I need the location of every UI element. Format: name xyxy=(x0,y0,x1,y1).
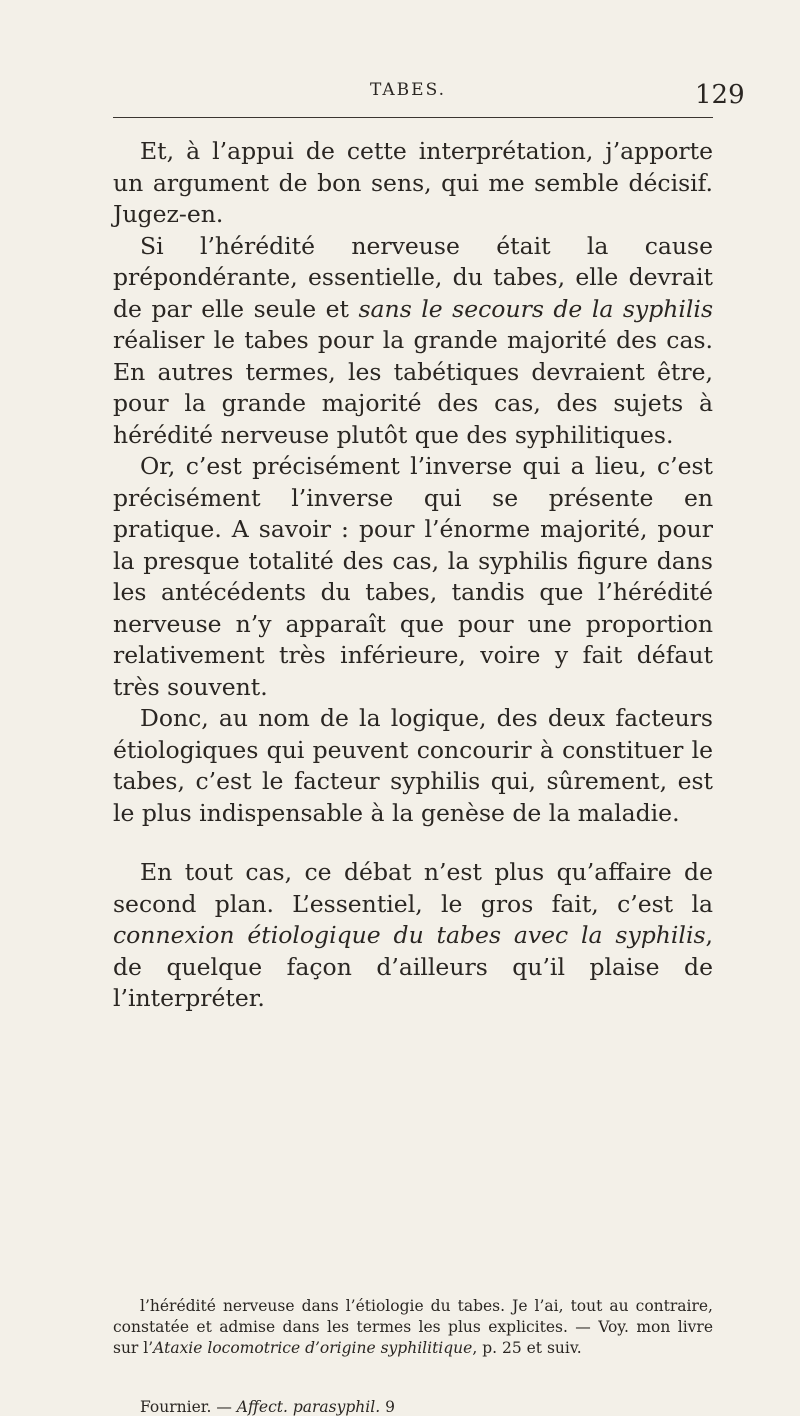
body-text xyxy=(113,136,713,1015)
paragraph xyxy=(113,231,713,452)
signature-line: Fournier. — Affect. parasyphil. 9 xyxy=(140,1398,395,1416)
paragraph xyxy=(113,703,713,829)
signature-mark: 9 xyxy=(385,1398,395,1416)
running-head: TABES. xyxy=(370,80,447,100)
text-run: Si l’hérédité nerveuse était la cause prépondérante, essentielle, du tabes, elle devrait de par elle seule et xyxy=(113,231,713,323)
footnote xyxy=(113,1296,713,1359)
text-run: réaliser le tabes pour la grande majorité des cas. En autres termes, les tabétiques devraient être, pour la grande majorité des cas, des sujets à hérédité nerveuse plutôt que des syphilitiques. xyxy=(113,326,713,449)
italic-run: connexion étiologique du tabes avec la syphilis xyxy=(113,921,706,949)
text-run: , p. 25 et suiv. xyxy=(472,1339,582,1357)
header-rule xyxy=(113,117,713,118)
text-run: l’hérédité nerveuse dans l’étiologie du tabes. Je l’ai, tout au contraire, constatée et admise dans les termes les plus explicites. — Voy. mon livre sur l’ xyxy=(113,1297,713,1357)
italic-run: Ataxie locomotrice d’origine syphilitique xyxy=(153,1339,473,1357)
text-run: Et, à l’appui de cette interprétation, j’apporte un argument de bon sens, qui me semble décisif. Jugez-en. xyxy=(113,137,713,228)
paragraph xyxy=(113,451,713,703)
text-run: Or, c’est précisément l’inverse qui a lieu, c’est précisément l’inverse qui se présente en pratique. A savoir : pour l’énorme majorité, pour la presque totalité des cas, la syphilis figure dans les antécédents du tabes, tandis que l’hérédité nerveuse n’y apparaît que pour une proportion relativement très inférieure, voire y fait défaut très souvent. xyxy=(113,452,713,701)
footnote-text xyxy=(113,1296,713,1359)
text-run: , de quelque façon d’ailleurs qu’il plaise de l’interpréter. xyxy=(113,921,713,1012)
page-number: 129 xyxy=(695,80,745,110)
text-run: En tout cas, ce débat n’est plus qu’affaire de second plan. L’essentiel, le gros fait, c’est la xyxy=(113,858,713,918)
paragraph xyxy=(113,136,713,231)
signature-author: Fournier. xyxy=(140,1398,212,1416)
paragraph xyxy=(113,857,713,1015)
text-run: Donc, au nom de la logique, des deux facteurs étiologiques qui peuvent concourir à constituer le tabes, c’est le facteur syphilis qui, sûrement, est le plus indispensable à la genèse de la maladie. xyxy=(113,704,713,827)
signature-title: Affect. parasyphil. xyxy=(236,1398,381,1416)
italic-run: sans le secours de la syphilis xyxy=(358,294,713,323)
